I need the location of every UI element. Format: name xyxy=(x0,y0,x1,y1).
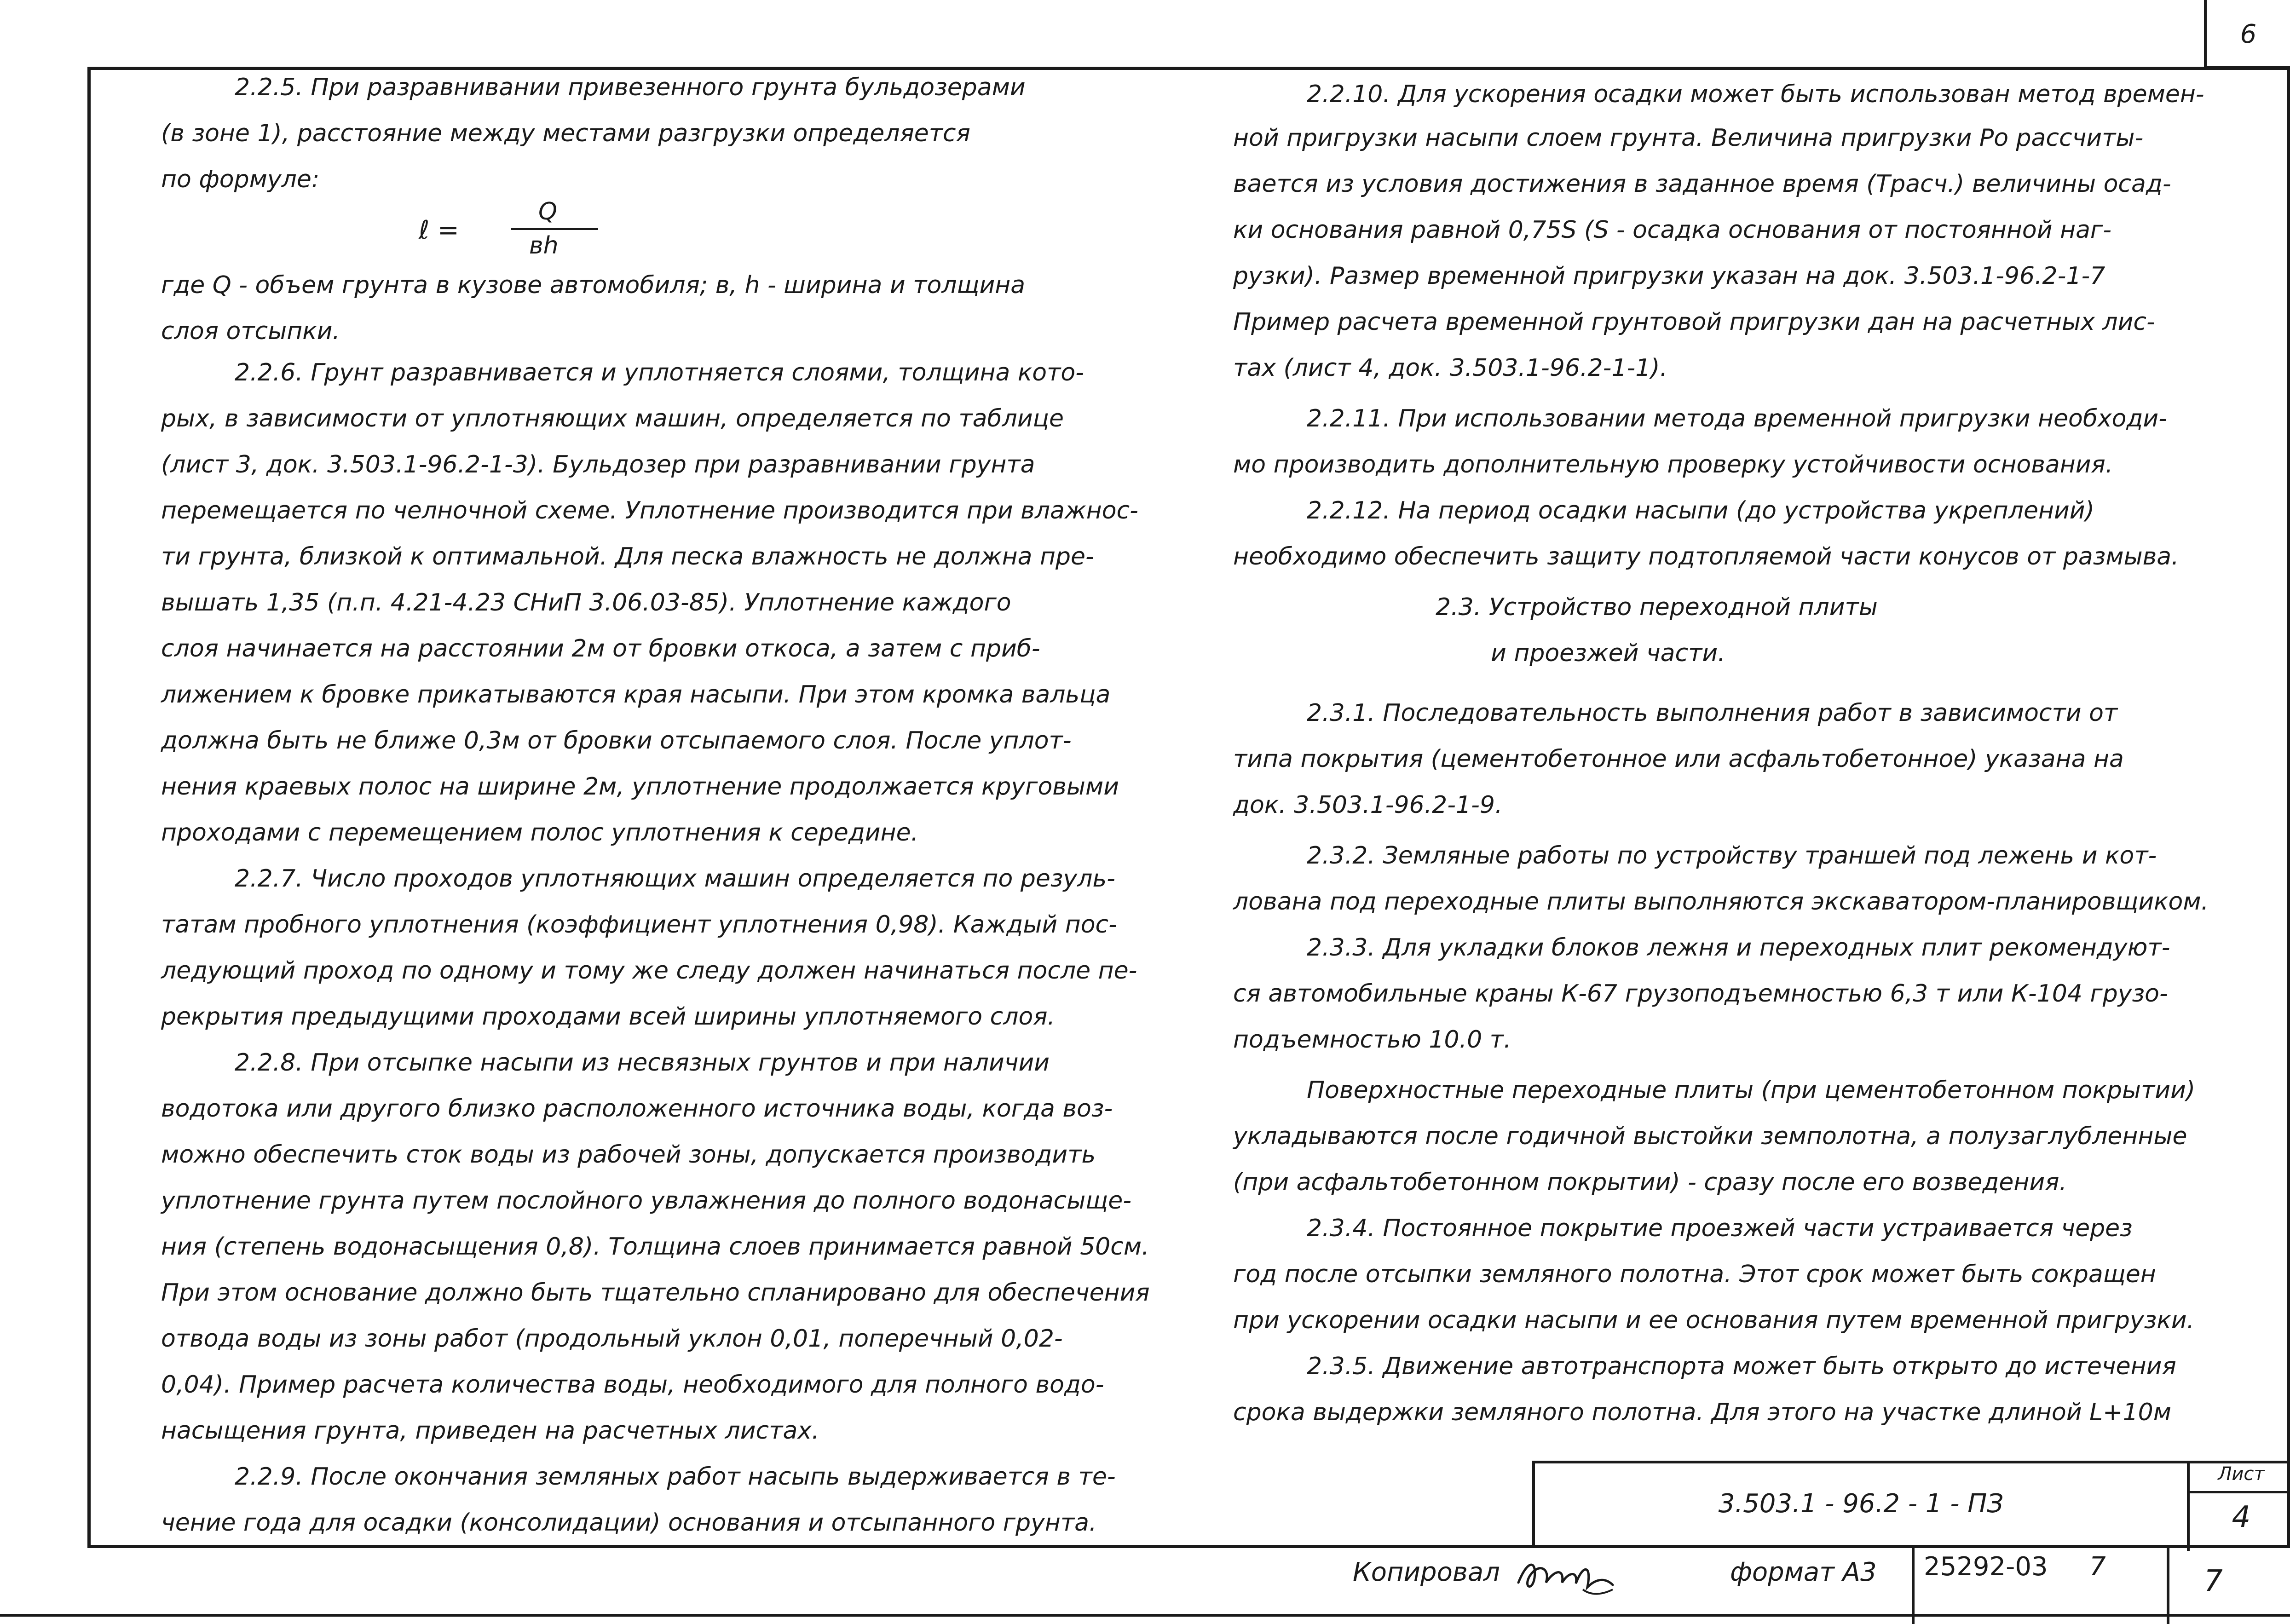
text-line: вается из условия достижения в заданное время (Tрасч.) величины осад- xyxy=(1233,170,2171,198)
text-line: и проезжей части. xyxy=(1491,639,1725,667)
text-line: 2.3.3. Для укладки блоков лежня и переходных плит рекомендуют- xyxy=(1307,934,2170,962)
text-line: можно обеспечить сток воды из рабочей зоны, допускается производить xyxy=(161,1141,1096,1169)
text-line: чение года для осадки (консолидации) основания и отсыпанного грунта. xyxy=(161,1509,1097,1537)
text-line: ной пригрузки насыпи слоем грунта. Величина пригрузки Pо рассчиты- xyxy=(1233,124,2144,152)
text-line: при ускорении осадки насыпи и ее основания путем временной пригрузки. xyxy=(1233,1307,2195,1334)
text-line: где Q - объем грунта в кузове автомобиля; в, h - ширина и толщина xyxy=(161,271,1026,299)
text-line: необходимо обеспечить защиту подтопляемой части конусов от размыва. xyxy=(1233,543,2179,570)
text-line: проходами с перемещением полос уплотнения к середине. xyxy=(161,819,919,847)
right-text-column xyxy=(1233,0,2259,1541)
stamp-num: 7 xyxy=(2089,1552,2106,1582)
text-line: мо производить дополнительную проверку устойчивости основания. xyxy=(1233,451,2113,478)
page-number: 7 xyxy=(2204,1564,2223,1598)
text-line: насыщения грунта, приведен на расчетных листах. xyxy=(161,1417,819,1445)
title-block xyxy=(1532,1461,2290,1548)
text-line: Пример расчета временной грунтовой пригрузки дан на расчетных лис- xyxy=(1233,308,2155,336)
formula-lhs: ℓ = xyxy=(419,215,459,245)
text-line: рых, в зависимости от уплотняющих машин, определяется по таблице xyxy=(161,405,1064,432)
sheet-cell xyxy=(2187,1463,2290,1551)
text-line: 2.2.8. При отсыпке насыпи из несвязных грунтов и при наличии xyxy=(235,1049,1050,1077)
text-line: перемещается по челночной схеме. Уплотнение производится при влажнос- xyxy=(161,497,1138,524)
text-line: 2.2.9. После окончания земляных работ насыпь выдерживается в те- xyxy=(235,1463,1116,1491)
text-line: 2.3.1. Последовательность выполнения работ в зависимости от xyxy=(1307,699,2118,727)
text-line: нения краевых полос на ширине 2м, уплотнение продолжается круговыми xyxy=(161,773,1119,800)
text-line: 2.3.2. Земляные работы по устройству траншей под лежень и кот- xyxy=(1307,842,2157,870)
text-line: 2.2.12. На период осадки насыпи (до устройства укреплений) xyxy=(1307,497,2094,524)
text-line: слоя отсыпки. xyxy=(161,317,340,345)
text-line: рекрытия предыдущими проходами всей ширины уплотняемого слоя. xyxy=(161,1003,1056,1031)
text-line: 2.3. Устройство переходной плиты xyxy=(1436,593,1878,621)
bottom-rule xyxy=(0,1614,2290,1617)
sheet-label-divider xyxy=(2190,1491,2290,1493)
text-line: должна быть не ближе 0,3м от бровки отсыпаемого слоя. После уплот- xyxy=(161,727,1072,754)
signature xyxy=(1514,1550,1620,1601)
text-line: 2.2.10. Для ускорения осадки может быть использован метод времен- xyxy=(1307,81,2204,108)
text-line: (в зоне 1), расстояние между местами разгрузки определяется xyxy=(161,120,970,147)
stamp-code: 25292-03 xyxy=(1924,1552,2048,1582)
text-line: Поверхностные переходные плиты (при цементобетонном покрытии) xyxy=(1307,1077,2196,1104)
text-line: При этом основание должно быть тщательно спланировано для обеспечения xyxy=(161,1279,1150,1307)
formula-denominator: вh xyxy=(529,232,559,259)
text-line: лижением к бровке прикатываются края насыпи. При этом кромка вальца xyxy=(161,681,1111,708)
text-line: док. 3.503.1-96.2-1-9. xyxy=(1233,791,1503,819)
text-line: ти грунта, близкой к оптимальной. Для песка влажность не должна пре- xyxy=(161,543,1094,570)
document-designation: 3.503.1 - 96.2 - 1 - ПЗ xyxy=(1718,1489,2004,1519)
text-line: 2.2.7. Число проходов уплотняющих машин определяется по резуль- xyxy=(235,865,1115,893)
stamp-cell xyxy=(1912,1548,2169,1624)
text-line: отвода воды из зоны работ (продольный уклон 0,01, поперечный 0,02- xyxy=(161,1325,1063,1353)
corner-page-number: 6 xyxy=(2240,19,2257,49)
formula-numerator: Q xyxy=(538,198,557,225)
text-line: 0,04). Пример расчета количества воды, необходимого для полного водо- xyxy=(161,1371,1104,1399)
text-line: 2.2.5. При разравнивании привезенного грунта бульдозерами xyxy=(235,74,1026,101)
text-line: год после отсыпки земляного полотна. Этот срок может быть сокращен xyxy=(1233,1261,2156,1288)
text-line: укладываются после годичной выстойки земполотна, а полузаглубленные xyxy=(1233,1123,2187,1150)
text-line: (лист 3, док. 3.503.1-96.2-1-3). Бульдозер при разравнивании грунта xyxy=(161,451,1035,478)
formula xyxy=(414,198,644,271)
text-line: ся автомобильные краны К-67 грузоподъемностью 6,3 т или К-104 грузо- xyxy=(1233,980,2168,1008)
text-line: ки основания равной 0,75S (S - осадка основания от постоянной наг- xyxy=(1233,216,2112,244)
text-line: срока выдержки земляного полотна. Для этого на участке длиной L+10м xyxy=(1233,1399,2171,1426)
text-line: вышать 1,35 (п.п. 4.21-4.23 СНиП 3.06.03-85). Уплотнение каждого xyxy=(161,589,1011,616)
text-line: 2.3.5. Движение автотранспорта может быть открыто до истечения xyxy=(1307,1353,2176,1380)
text-line: водотока или другого близко расположенного источника воды, когда воз- xyxy=(161,1095,1113,1123)
text-line: рузки). Размер временной пригрузки указан на док. 3.503.1-96.2-1-7 xyxy=(1233,262,2105,290)
text-line: тах (лист 4, док. 3.503.1-96.2-1-1). xyxy=(1233,354,1668,382)
text-line: уплотнение грунта путем послойного увлажнения до полного водонасыще- xyxy=(161,1187,1131,1215)
sheet-number: 4 xyxy=(2232,1500,2251,1534)
format-label: формат А3 xyxy=(1730,1557,1877,1587)
sheet-label: Лист xyxy=(2218,1463,2265,1485)
text-line: 2.2.6. Грунт разравнивается и уплотняется слоями, толщина кото- xyxy=(235,359,1084,386)
text-line: татам пробного уплотнения (коэффициент уплотнения 0,98). Каждый пос- xyxy=(161,911,1117,939)
text-line: слоя начинается на расстоянии 2м от бровки откоса, а затем с приб- xyxy=(161,635,1040,662)
text-line: подъемностью 10.0 т. xyxy=(1233,1026,1511,1054)
text-line: ния (степень водонасыщения 0,8). Толщина слоев принимается равной 50см. xyxy=(161,1233,1149,1261)
text-line: ледующий проход по одному и тому же следу должен начинаться после пе- xyxy=(161,957,1137,985)
left-text-column xyxy=(161,0,1187,1541)
text-line: по формуле: xyxy=(161,166,320,193)
text-line: типа покрытия (цементобетонное или асфальтобетонное) указана на xyxy=(1233,745,2124,773)
text-line: (при асфальтобетонном покрытии) - сразу после его возведения. xyxy=(1233,1169,2067,1196)
text-line: лована под переходные плиты выполняются экскаватором-планировщиком. xyxy=(1233,888,2209,916)
text-line: 2.3.4. Постоянное покрытие проезжей части устраивается через xyxy=(1307,1215,2133,1242)
copied-label: Копировал xyxy=(1353,1557,1500,1587)
fraction-bar xyxy=(511,228,598,230)
text-line: 2.2.11. При использовании метода временной пригрузки необходи- xyxy=(1307,405,2167,432)
